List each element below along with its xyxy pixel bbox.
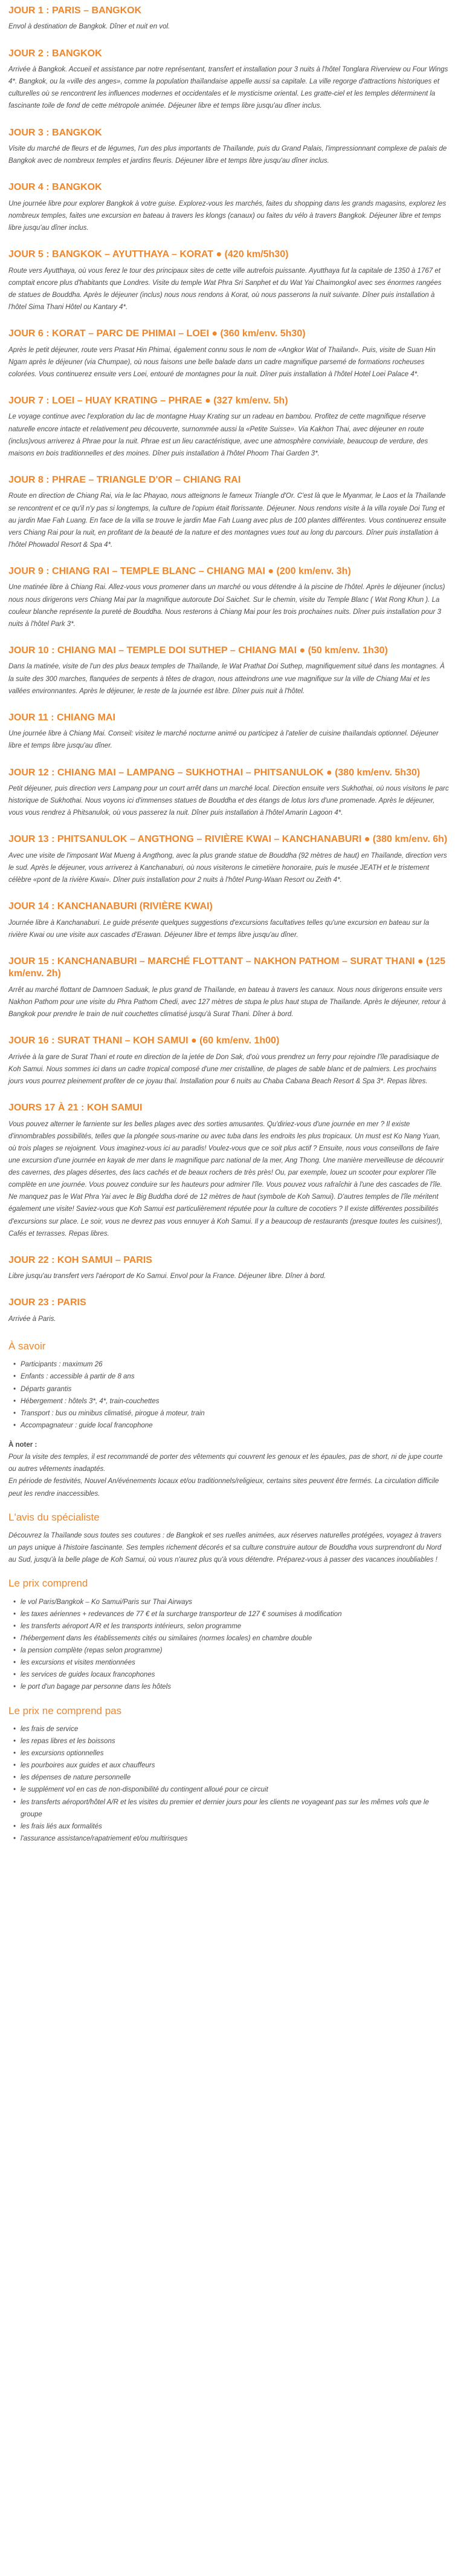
day-description: Libre jusqu'au transfert vers l'aéroport de Ko Samui. Envol pour la France. Déjeuner libre. Dîner à bord. (8, 1273, 326, 1280)
list-item: • Enfants : accessible à partir de 8 ans (16, 1371, 450, 1383)
list-item: • les frais de service (16, 1723, 450, 1735)
list-item: • les transferts aéroport/hôtel A/R et les visites du premier et dernier jours pour les clients ne voyageant pas sur les mêmes vols que le groupe (16, 1796, 450, 1821)
day-title: JOUR 10 : CHIANG MAI – TEMPLE DOI SUTHEP – CHIANG MAI ● (50 km/env. 1h30) (8, 645, 388, 656)
day-description: Vous pouvez alterner le farniente sur les belles plages avec des sorties amusantes. Qu'diriez-vous d'une journée en mer ? Il existe d'innombrables possibilités, telles que la plongée sous-marine ou avec tuba dans les endroits les plus tropicaux. Un must est Ko Nang Yuan, où trois plages se rejoignent. Vous imaginez-vous ici au paradis! Voulez-vous que ce soit plus actif ? Ensuite, nous vous conseillons de faire une excursion d'une journée en kayak de mer dans le magnifique parc national de la mer, Ang Thong. Une manière merveilleuse de découvrir des cavernes, des plages désertes, des lacs cachés et de beaux rochers de très près! Ou, par exemple, louez un scooter pour explorer l'île complète en une journée. Vous pouvez conduire sur les hauteurs pour admirer l'île. Vous pouvez vous rafraîchir à l'une des cascades de l'île. Ne manquez pas le Wat Phra Yai avec le Big Buddha doré de 12 mètres de haut (symbole de Koh Samui). D'autres temples de l'île méritent également une visite! Saviez-vous que Koh Samui est particulièrement réputée pour la culture de cocotiers ? Il existe différentes possibilités d'excursions sur place. Le soir, vous ne devrez pas vous ennuyer à Koh Samui. Il y a beaucoup de restaurants (presque toutes les cuisines!), Cafés et terrasses. Repas libres. (8, 1120, 444, 1237)
day-description: Une journée libre pour explorer Bangkok à votre guise. Explorez-vous les marchés, faites du shopping dans les grands magasins, explorez les nombreux temples, faites une excursion en bateau à travers les klongs (canaux) ou faites du vélo à travers Bangkok. Déjeuner libre et temps libre jusqu'au dîner inclus. (8, 200, 447, 232)
day-description: Visite du marché de fleurs et de légumes, l'un des plus importants de Thaïlande, puis du Grand Palais, l'impressionnant complexe de palais de Bangkok avec de nombreux temples et jardins fleuris. Déjeuner libre et temps libre jusqu'au dîner inclus. (8, 145, 447, 165)
list-item: • le vol Paris/Bangkok – Ko Samui/Paris sur Thai Airways (16, 1596, 450, 1608)
list-item: • Transport : bus ou minibus climatisé, pirogue à moteur, train (16, 1407, 450, 1420)
day-section (8, 901, 450, 941)
note-paragraph (8, 1439, 450, 1451)
day-title: JOUR 6 : KORAT – PARC DE PHIMAI – LOEI ● (360 km/env. 5h30) (8, 328, 306, 339)
day-title: JOUR 2 : BANGKOK (8, 48, 102, 59)
day-section (8, 1102, 450, 1240)
day-title: JOUR 11 : CHIANG MAI (8, 712, 115, 723)
list-item: • les transferts aéroport A/R et les transports intérieurs, selon programme (16, 1620, 450, 1632)
day-section (8, 956, 450, 1020)
day-description: Envol à destination de Bangkok. Dîner et nuit en vol. (8, 23, 170, 31)
day-title: JOUR 4 : BANGKOK (8, 182, 102, 193)
list-item: • Participants : maximum 26 (16, 1358, 450, 1371)
day-title: JOUR 8 : PHRAE – TRIANGLE D'OR – CHIANG RAI (8, 474, 241, 485)
list-item: • Hébergement : hôtels 3*, 4*, train-couchettes (16, 1395, 450, 1407)
day-description: Route en direction de Chiang Rai, via le lac Phayao, nous atteignons le fameux Triangle d'Or. C'est là que le Myanmar, le Laos et la Thaïlande se rencontrent et ce qu'il n'y pas si longtemps, la culture de l'opium était florissante. Déjeuner. Nous rendons visite à la villa royale Doi Tung et au jardin Mae Fah Luang. En face de la villa se trouve le jardin Mae Fah Luang avec plus de 100 plantes différentes. Vous continuerez ensuite vers Chiang Rai pour la nuit, en profitant de la beauté de la nature et des montagnes vues tout au long du parcours. Dîner puis installation à l'hôtel Phowadol Resort & Spa 4*. (8, 492, 447, 549)
day-description: Arrêt au marché flottant de Damnoen Saduak, le plus grand de Thaïlande, en bateau à travers les canaux. Nous nous dirigerons ensuite vers Nakhon Pathom pour une visite du Phra Pathom Chedi, avec 127 mètres de stupa le plus haut stupa de Thaïlande. Après le déjeuner, retour à Bangkok pour prendre le train de nuit couchettes climatisé jusqu'à Surat Thani. Dîner à bord. (8, 986, 446, 1019)
avis-title: L'avis du spécialiste (8, 1511, 100, 1523)
prix-comprend-list (8, 1596, 450, 1694)
day-description: Avec une visite de l'imposant Wat Mueng à Angthong, avec la plus grande statue de Bouddha (92 mètres de haut) en Thaïlande, direction vers le sud. Après le déjeuner, vous arriverez à Kanchanaburi, où nous visiterons le cimetière honoraire, puis le musée JEATH et le tristement célèbre «pont de la rivière Kwai». Dîner puis installation pour 2 nuits à l'hôtel Pung-Waan Resort ou Zeith 4*. (8, 852, 447, 884)
day-description: Arrivée à Paris. (8, 1315, 56, 1323)
day-section (8, 833, 450, 886)
day-title: JOUR 13 : PHITSANULOK – ANGTHONG – RIVIÈRE KWAI – KANCHANABURI ● (380 km/env. 6h) (8, 834, 448, 845)
day-title: JOUR 9 : CHIANG RAI – TEMPLE BLANC – CHIANG MAI ● (200 km/env. 3h) (8, 566, 351, 576)
day-title: JOUR 23 : PARIS (8, 1297, 86, 1308)
day-section (8, 1254, 450, 1283)
prix-ne-comprend-title: Le prix ne comprend pas (8, 1704, 122, 1717)
list-item: • les pourboires aux guides et aux chauffeurs (16, 1759, 450, 1772)
day-description: Après le petit déjeuner, route vers Prasat Hin Phimai, également connu sous le nom de «Angkor Wat of Thailand». Puis, visite de Suan Hin Ngam après le déjeuner (via Chumpae), où nous faisons une belle balade dans un cadre magnifique parsemé de formations rocheuses colorées. Vous continuerez ensuite vers Loei, entouré de montagnes pour la nuit. Dîner puis installation à l'hôtel Hotel Loei Palace 4*. (8, 346, 436, 378)
day-title: JOUR 5 : BANGKOK – AYUTTHAYA – KORAT ● (420 km/5h30) (8, 249, 289, 260)
day-section (8, 127, 450, 168)
day-title: JOUR 7 : LOEI – HUAY KRATING – PHRAE ● (327 km/env. 5h) (8, 395, 288, 406)
list-item: • la pension complète (repas selon programme) (16, 1645, 450, 1657)
day-section (8, 5, 450, 33)
day-description: Arrivée à Bangkok. Accueil et assistance par notre représentant, transfert et installation pour 3 nuits à l'hôtel Tonglara Riverview ou Four Wings 4*. Bangkok, ou la «ville des anges», comme la population thaïlandaise appelle aussi sa capitale. La ville regorge d'attractions historiques et culturelles où se rencontrent les influences modernes et occidentales et le mysticisme oriental. Les gratte-ciel et les temples déterminent la fascinante toile de fond de cette métropole animée. Déjeuner libre et temps libre jusqu'au dîner inclus. (8, 66, 448, 110)
day-section (8, 328, 450, 380)
day-section (8, 1297, 450, 1325)
list-item: • l'hébergement dans les établissements cités ou similaires (normes locales) en chambre double (16, 1632, 450, 1645)
list-item: • les frais liés aux formalités (16, 1821, 450, 1833)
prix-comprend-section (8, 1577, 450, 1693)
day-section (8, 474, 450, 551)
day-section (8, 181, 450, 234)
day-title: JOUR 3 : BANGKOK (8, 127, 102, 138)
day-section (8, 1035, 450, 1087)
list-item: • le port d'un bagage par personne dans les hôtels (16, 1681, 450, 1693)
itinerary-days (8, 5, 450, 1325)
day-description: Le voyage continue avec l'exploration du lac de montagne Huay Krating sur un radeau en bambou. Profitez de cette magnifique réserve naturelle encore intacte et relativement peu découverte, surnommée aussi la «Petite Suisse». Via Kakhon Thai, avec déjeuner en route (inclus)vous arriverez à Phrae pour la nuit. Phrae est un lieu caractéristique, avec une atmosphère conviviale, beaucoup de verdure, des maisons en bois traditionnelles et des moines. Dîner puis installation à l'hôtel Phoom Thai Garden 3*. (8, 413, 428, 457)
prix-ne-comprend-list (8, 1723, 450, 1845)
avis-text: Découvrez la Thaïlande sous toutes ses coutures : de Bangkok et ses ruelles animées, aux réserves naturelles protégées, voyagez à travers un pays unique à l'histoire fascinante. Ses temples richement décorés et sa culture construire autour de Bouddha vous surprendront du Nord au Sud, jusqu'à la belle plage de Koh Samui, où vous n'aurez plus qu'à vous détendre. Préparez-vous à passer des vacances inoubliables ! (8, 1531, 442, 1564)
a-savoir-list (8, 1358, 450, 1432)
day-description: Journée libre à Kanchanaburi. Le guide présente quelques suggestions d'excursions facultatives telles qu'une excursion en bateau sur la rivière Kwai ou une visite aux cascades d'Erawan. Déjeuner libre et temps libre jusqu'au dîner. (8, 919, 430, 939)
list-item: • les excursions optionnelles (16, 1747, 450, 1759)
day-title: JOUR 1 : PARIS – BANGKOK (8, 5, 142, 16)
list-item: • l'assurance assistance/rapatriement et/ou multirisques (16, 1833, 450, 1845)
day-title: JOUR 15 : KANCHANABURI – MARCHÉ FLOTTANT – NAKHON PATHOM – SURAT THANI ● (125 km/env. 2h) (8, 956, 446, 979)
note-text-2: En période de festivités, Nouvel An/événements locaux et/ou traditionnels/religieux, certains sites peuvent être fermés. La circulation difficile peut les rendre inaccessibles. (8, 1478, 439, 1498)
list-item: • les excursions et visites mentionnées (16, 1657, 450, 1669)
list-item: • les taxes aériennes + redevances de 77 € et la surcharge transporteur de 127 € soumises à modification (16, 1608, 450, 1620)
day-title: JOUR 12 : CHIANG MAI – LAMPANG – SUKHOTHAI – PHITSANULOK ● (380 km/env. 5h30) (8, 767, 421, 778)
day-section (8, 249, 450, 313)
day-description: Arrivée à la gare de Surat Thani et route en direction de la jetée de Don Sak, d'où vous prendrez un ferry pour rejoindre l'île paradisiaque de Koh Samui. Nous sommes ici dans un cadre tropical composé d'une mer cristalline, de plages de sable blanc et de palmiers. Les prochains jours vous pourrez pleinement profiter de ce joyau thaï. Installation pour 6 nuits au Chaba Cabana Beach Resort & Spa 3*. Repas libres. (8, 1053, 439, 1085)
day-section (8, 48, 450, 112)
list-item: • Départs garantis (16, 1383, 450, 1395)
list-item: • les services de guides locaux francophones (16, 1669, 450, 1681)
day-description: Une matinée libre à Chiang Rai. Allez-vous vous promener dans un marché ou vous détendre à la piscine de l'hôtel. Après le déjeuner (inclus) nous nous dirigerons vers Chiang Mai par la magnifique autoroute Doi Saichet. Sur le chemin, visite du Temple Blanc ( Wat Rong Khun ). La couleur blanche représente la pureté de Bouddha. Nous resterons à Chiang Mai pour les trois prochaines nuits. Dîner puis installation pour 3 nuits à l'hôtel Park 3*. (8, 584, 445, 628)
day-section (8, 712, 450, 752)
note-label: À noter : (8, 1441, 37, 1449)
day-title: JOUR 16 : SURAT THANI – KOH SAMUI ● (60 km/env. 1h00) (8, 1035, 280, 1046)
note-text: Pour la visite des temples, il est recommandé de porter des vêtements qui couvrent les genoux et les épaules, pas de short, ni de jupe courte ou autres vêtements inadaptés. (8, 1453, 443, 1473)
day-section (8, 566, 450, 630)
list-item: • Accompagnateur : guide local francophone (16, 1420, 450, 1432)
a-savoir-title: À savoir (8, 1340, 46, 1352)
day-description: Route vers Ayutthaya, où vous ferez le tour des principaux sites de cette ville autrefois puissante. Ayutthaya fut la capitale de 1350 à 1767 et comptait encore plus d'habitants que Londres. Visite du temple Wat Phra Sri Sanphet et du Wat Yai Chaimongkol avec ses énormes rangées de statues de Bouddha. Après le déjeuner (inclus) nous nous rendons à Korat, où nous passerons la nuit suivante. Dîner puis installation à l'hôtel Sima Thani Hôtel ou Kantary 4*. (8, 267, 442, 311)
prix-comprend-title: Le prix comprend (8, 1577, 88, 1590)
day-description: Petit déjeuner, puis direction vers Lampang pour un court arrêt dans un marché local. Direction ensuite vers Sukhothai, où nous visitons le parc historique de Sukhothai. Nous voyons ici d'immenses statues de Bouddha et des étangs de lotus lors d'une promenade. Après le déjeuner, vous vous rendrez à Phitsanulok, où vous passerez la nuit. Dîner puis installation à l'hôtel Amarin Lagoon 4*. (8, 785, 449, 817)
avis-specialiste-section (8, 1511, 450, 1567)
day-title: JOUR 22 : KOH SAMUI – PARIS (8, 1254, 152, 1265)
list-item: • les dépenses de nature personnelle (16, 1772, 450, 1784)
prix-ne-comprend-section (8, 1704, 450, 1845)
day-section (8, 767, 450, 820)
list-item: • le supplément vol en cas de non-disponibilité du contingent alloué pour ce circuit (16, 1784, 450, 1796)
day-description: Dans la matinée, visite de l'un des plus beaux temples de Thaïlande, le Wat Prathat Doi Suthep, magnifiquement situé dans les montagnes. À la suite des 300 marches, flanquées de serpents à têtes de dragon, nous atteindrons une vue magnifique sur la ville de Chiang Mai et les vallées environnantes. Après le déjeuner, le reste de la journée est libre. Dîner puis nuit à l'hôtel. (8, 663, 445, 695)
day-section (8, 645, 450, 697)
day-section (8, 395, 450, 460)
list-item: • les repas libres et les boissons (16, 1735, 450, 1747)
a-savoir-section (8, 1340, 450, 1500)
day-title: JOUR 14 : KANCHANABURI (RIVIÈRE KWAI) (8, 901, 213, 912)
day-description: Une journée libre à Chiang Mai. Conseil: visitez le marché nocturne animé ou participez à l'atelier de cuisine thaïlandais optionnel. Déjeuner libre et temps libre jusqu'au dîner. (8, 730, 439, 750)
day-title: JOURS 17 À 21 : KOH SAMUI (8, 1103, 143, 1114)
